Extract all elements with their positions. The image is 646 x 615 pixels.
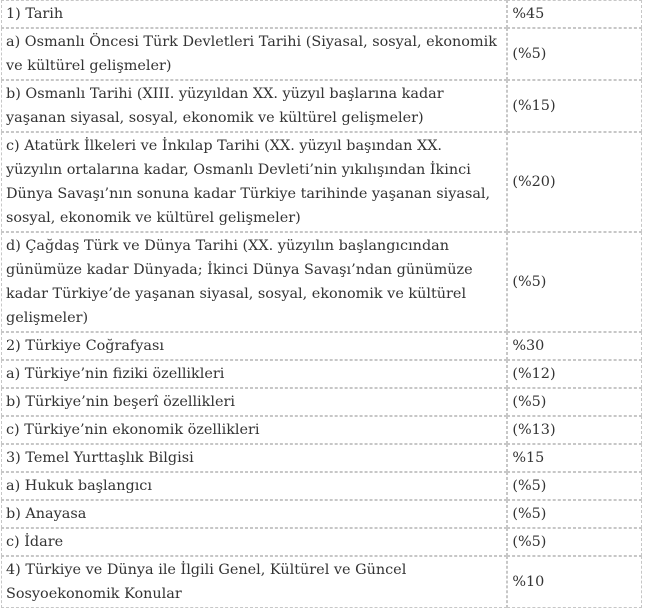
table-body xyxy=(1,0,642,608)
topic-cell: 2) Türkiye Coğrafyası xyxy=(1,332,507,360)
topic-cell: b) Osmanlı Tarihi (XIII. yüzyıldan XX. yüzyıl başlarına kadar yaşanan siyasal, sosyal, ekonomik ve kültürel gelişmeler) xyxy=(1,80,507,132)
table-row xyxy=(1,0,642,28)
topic-cell: 4) Türkiye ve Dünya ile İlgili Genel, Kültürel ve Güncel Sosyoekonomik Konular xyxy=(1,556,507,608)
table-row xyxy=(1,472,642,500)
exam-topics-table xyxy=(1,0,642,608)
table-row xyxy=(1,360,642,388)
topic-cell: 3) Temel Yurttaşlık Bilgisi xyxy=(1,444,507,472)
table-row xyxy=(1,232,642,332)
topic-cell: b) Anayasa xyxy=(1,500,507,528)
percent-cell: %30 xyxy=(507,332,642,360)
percent-cell: (%5) xyxy=(507,232,642,332)
percent-cell: (%20) xyxy=(507,132,642,232)
table-row xyxy=(1,28,642,80)
percent-cell: (%5) xyxy=(507,388,642,416)
table-row xyxy=(1,132,642,232)
table-row xyxy=(1,556,642,608)
table-row xyxy=(1,528,642,556)
topic-cell: d) Çağdaş Türk ve Dünya Tarihi (XX. yüzyılın başlangıcından günümüze kadar Dünyada; İkinci Dünya Savaşı’ndan günümüze kadar Türkiye’de yaşanan siyasal, sosyal, ekonomik ve kültürel gelişmeler) xyxy=(1,232,507,332)
percent-cell: (%5) xyxy=(507,28,642,80)
topic-cell: a) Hukuk başlangıcı xyxy=(1,472,507,500)
table-row xyxy=(1,416,642,444)
table-row xyxy=(1,388,642,416)
topic-cell: a) Osmanlı Öncesi Türk Devletleri Tarihi (Siyasal, sosyal, ekonomik ve kültürel gelişmeler) xyxy=(1,28,507,80)
table-row xyxy=(1,80,642,132)
topic-cell: 1) Tarih xyxy=(1,0,507,28)
topic-cell: b) Türkiye’nin beşerî özellikleri xyxy=(1,388,507,416)
percent-cell: (%5) xyxy=(507,528,642,556)
percent-cell: (%13) xyxy=(507,416,642,444)
topic-cell: c) Atatürk İlkeleri ve İnkılap Tarihi (XX. yüzyıl başından XX. yüzyılın ortalarına kadar, Osmanlı Devleti’nin yıkılışından İkinci Dünya Savaşı’nın sonuna kadar Türkiye tarihinde yaşanan siyasal, sosyal, ekonomik ve kültürel gelişmeler) xyxy=(1,132,507,232)
percent-cell: %10 xyxy=(507,556,642,608)
topic-cell: c) İdare xyxy=(1,528,507,556)
table-row xyxy=(1,332,642,360)
topic-cell: a) Türkiye’nin fiziki özellikleri xyxy=(1,360,507,388)
table-row xyxy=(1,444,642,472)
percent-cell: (%12) xyxy=(507,360,642,388)
percent-cell: (%15) xyxy=(507,80,642,132)
percent-cell: %45 xyxy=(507,0,642,28)
percent-cell: (%5) xyxy=(507,500,642,528)
table-row xyxy=(1,500,642,528)
topic-cell: c) Türkiye’nin ekonomik özellikleri xyxy=(1,416,507,444)
percent-cell: %15 xyxy=(507,444,642,472)
percent-cell: (%5) xyxy=(507,472,642,500)
